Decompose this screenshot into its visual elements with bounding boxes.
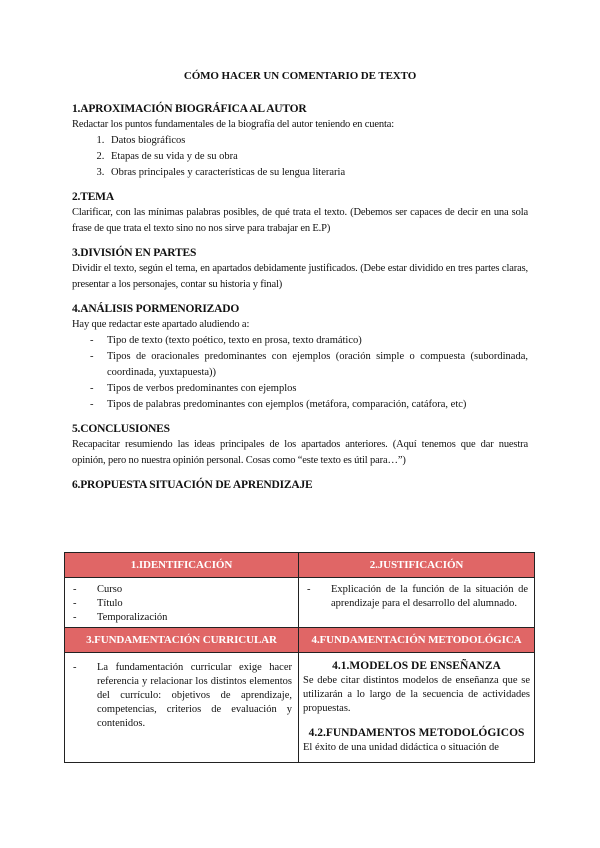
cell-fundamentacion-curricular [65,653,299,763]
dash-list [72,333,528,413]
list-item: - Tipos de verbos predominantes con ejemplos [90,381,528,397]
list-item: - Tipos de oracionales predominantes con ejemplos (oración simple o compuesta (subordinada, coordinada, yuxtapuesta)) [90,349,528,381]
section-conclusiones [72,422,528,469]
list-item: 2. Etapas de su vida y de su obra [107,149,528,165]
header-fundamentacion-metodologica: 4.FUNDAMENTACIÓN METODOLÓGICA [299,628,535,653]
section-propuesta [72,478,528,493]
header-identificacion: 1.IDENTIFICACIÓN [65,553,299,578]
list-item: - Tipo de texto (texto poético, texto en prosa, texto dramático) [90,333,528,349]
subsection-title: 4.2.FUNDAMENTOS METODOLÓGICOS [308,727,525,739]
list-item: - Tipos de palabras predominantes con ejemplos (metáfora, comparación, catáfora, etc) [90,397,528,413]
list-item: - Curso [73,583,292,597]
section-title: 4.ANÁLISIS PORMENORIZADO [72,303,240,315]
subsection-text: El éxito de una unidad didáctica o situación de [303,742,499,753]
section-text: Clarificar, con las mínimas palabras posibles, de qué trata el texto. (Debemos ser capaces de decir en una sola frase de que trata el texto sino no nos sirve para trabajar en E.P) [72,207,528,234]
cell-fundamentacion-metodologica [299,653,535,763]
section-title: 6.PROPUESTA SITUACIÓN DE APRENDIZAJE [72,479,313,491]
section-text: Dividir el texto, según el tema, en apartados debidamente justificados. (Debe estar dividido en tres partes claras, presentar a los personajes, contar su historia y final) [72,263,528,290]
section-division [72,246,528,293]
section-intro: Hay que redactar este apartado aludiendo a: [72,319,250,330]
section-tema [72,190,528,237]
situacion-aprendizaje-table [64,552,535,763]
section-analisis [72,302,528,413]
section-intro: Redactar los puntos fundamentales de la biografía del autor teniendo en cuenta: [72,119,394,130]
list-item: 1. Datos biográficos [107,133,528,149]
section-title: 3.DIVISIÓN EN PARTES [72,247,197,259]
document-title: CÓMO HACER UN COMENTARIO DE TEXTO [183,70,417,82]
document-page [72,70,528,502]
section-title: 1.APROXIMACIÓN BIOGRÁFICA AL AUTOR [72,103,307,115]
subsection-title: 4.1.MODELOS DE ENSEÑANZA [332,660,501,672]
numbered-list [72,133,528,181]
list-item: - La fundamentación curricular exige hacer referencia y relacionar los distintos elementos del currículo: objetivos de aprendizaje, competencias, criterios de evaluación y contenidos. [73,661,292,731]
list-item: - Título [73,597,292,611]
list-item: 3. Obras principales y características de su lengua literaria [107,165,528,181]
header-justificacion: 2.JUSTIFICACIÓN [299,553,535,578]
section-biografia [72,102,528,181]
cell-justificacion [299,578,535,628]
section-title: 2.TEMA [72,191,114,203]
list-item: - Temporalización [73,611,292,625]
section-title: 5.CONCLUSIONES [72,423,170,435]
list-item: - Explicación de la función de la situación de aprendizaje para el desarrollo del alumnado. [307,583,528,611]
header-fundamentacion-curricular: 3.FUNDAMENTACIÓN CURRICULAR [65,628,299,653]
section-text: Recapacitar resumiendo las ideas principales de los apartados anteriores. (Aquí tenemos que dar nuestra opinión, pero no nuestra opinión personal. Cosas como “este texto es útil para…”) [72,439,528,466]
cell-identificacion [65,578,299,628]
subsection-text: Se debe citar distintos modelos de enseñanza que se utilizarán a lo largo de la secuencia de actividades propuestas. [303,675,530,714]
